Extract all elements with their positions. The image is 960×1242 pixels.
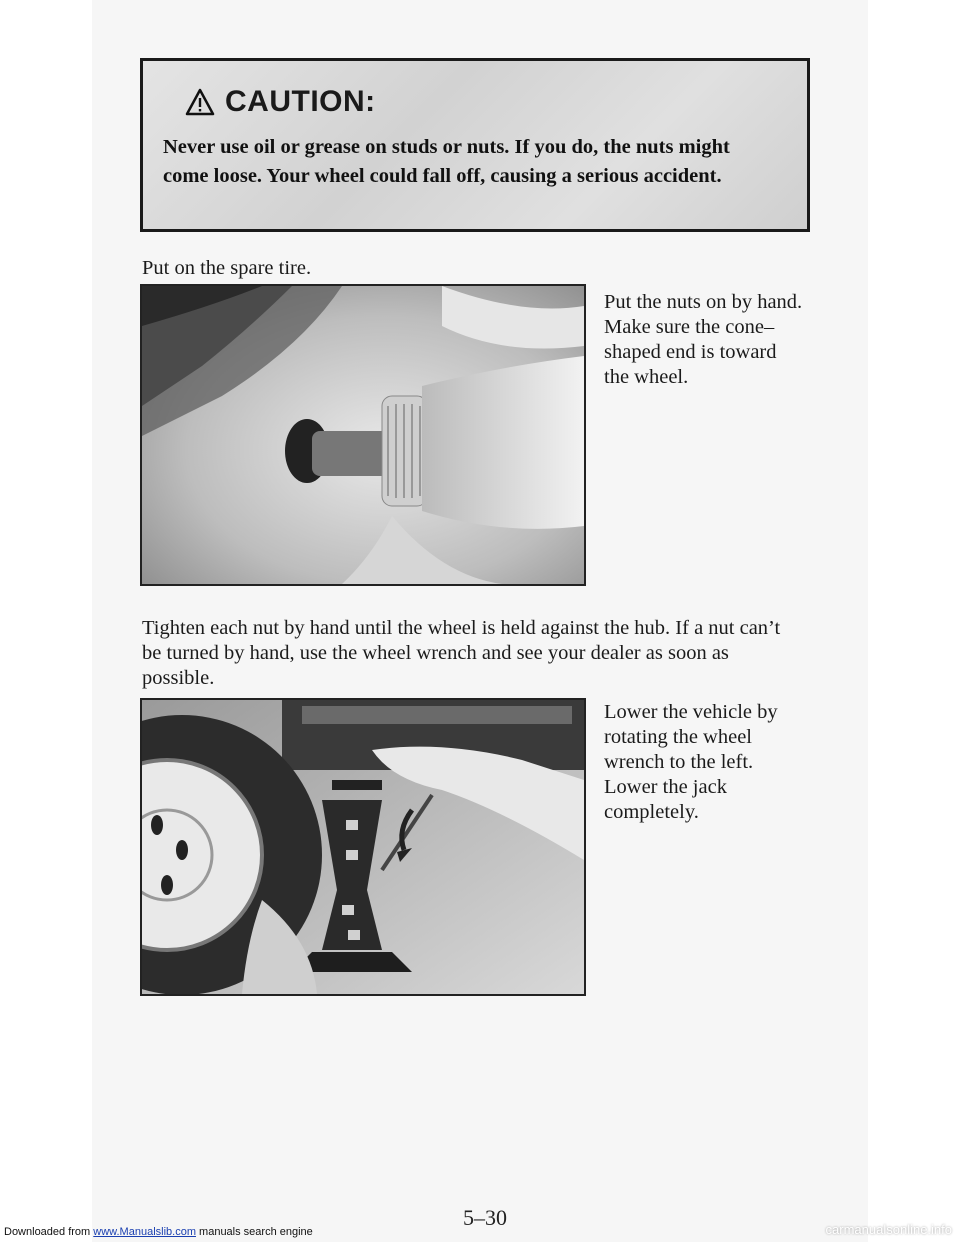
caution-title: CAUTION: xyxy=(225,85,376,118)
lug-nut-photo xyxy=(140,284,586,586)
warning-triangle-icon xyxy=(185,88,215,116)
step-nuts-text: Put the nuts on by hand. Make sure the cone–shaped end is toward the wheel. xyxy=(604,291,803,388)
caution-header xyxy=(185,85,376,119)
step-tighten-text: Tighten each nut by hand until the wheel is held against the hub. If a nut can’t be turned by hand, use the wheel wrench and see your dealer as soon as possible. xyxy=(142,617,781,689)
caution-text: Never use oil or grease on studs or nuts. If you do, the nuts might come loose. Your wheel could fall off, causing a serious accident. xyxy=(163,136,730,187)
manualslib-link[interactable]: www.Manualslib.com xyxy=(93,1226,196,1238)
footer-prefix: Downloaded from xyxy=(4,1226,94,1238)
caution-box xyxy=(140,58,810,232)
step-spare-tire-text: Put on the spare tire. xyxy=(142,257,312,279)
watermark-text: carmanualsonline.info xyxy=(825,1222,952,1237)
page-number: 5–30 xyxy=(463,1205,507,1230)
footer-suffix: manuals search engine xyxy=(195,1226,313,1238)
download-footer xyxy=(4,1226,313,1238)
step-lower-text: Lower the vehicle by rotating the wheel wrench to the left. Lower the jack completely. xyxy=(604,701,778,823)
jack-photo xyxy=(140,698,586,996)
